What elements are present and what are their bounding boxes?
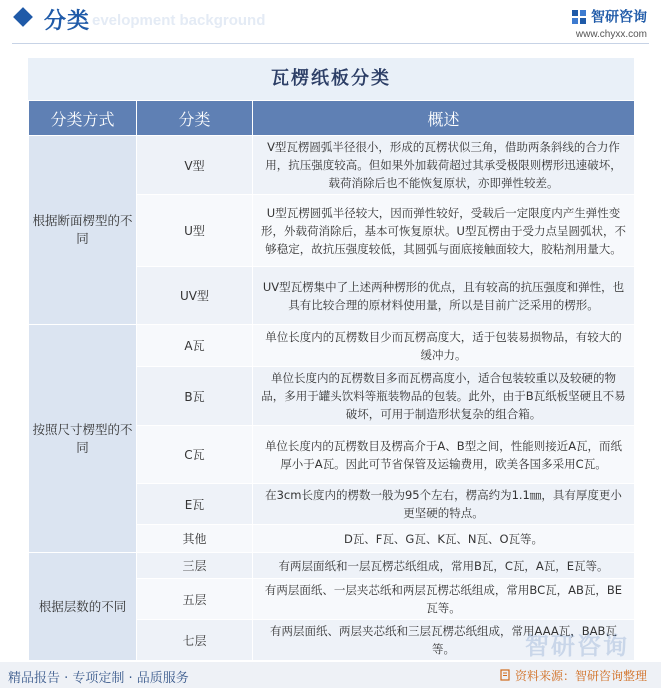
description-cell: UV型瓦楞集中了上述两种楞形的优点，且有较高的抗压强度和弹性，也具有比较合理的原材料使用量，所以是目前广泛采用的楞形。 bbox=[253, 267, 635, 325]
document-icon bbox=[499, 669, 511, 681]
source-text: 资料来源：智研咨询整理 bbox=[514, 669, 647, 683]
type-cell: U型 bbox=[137, 195, 253, 267]
type-cell: 三层 bbox=[137, 553, 253, 579]
description-cell: 单位长度内的瓦楞数目及楞高介于A、B型之间，性能则接近A瓦，而纸厚小于A瓦。因此可节省保管及运输费用，欧美各国多采用C瓦。 bbox=[253, 426, 635, 484]
type-cell: B瓦 bbox=[137, 367, 253, 426]
brand-block[interactable] bbox=[571, 6, 647, 40]
diamond-icon bbox=[13, 7, 33, 27]
table-row bbox=[29, 553, 635, 579]
table-row bbox=[29, 325, 635, 367]
type-cell: 五层 bbox=[137, 579, 253, 620]
description-cell: 单位长度内的瓦楞数目多而瓦楞高度小，适合包装较重以及较硬的物品，多用于罐头饮料等瓶装物品的包装。此外，由于B瓦纸板坚硬且不易破坏，可用于制造形状复杂的组合箱。 bbox=[253, 367, 635, 426]
method-cell: 按照尺寸楞型的不同 bbox=[29, 325, 137, 553]
method-cell: 根据断面楞型的不同 bbox=[29, 136, 137, 325]
header-watermark: evelopment background bbox=[92, 12, 266, 29]
description-cell: 有两层面纸、一层夹芯纸和两层瓦楞芯纸组成，常用BC瓦，AB瓦，BE瓦等。 bbox=[253, 579, 635, 620]
footer-source bbox=[499, 667, 647, 684]
header-divider bbox=[12, 43, 649, 44]
type-cell: 其他 bbox=[137, 525, 253, 553]
description-cell: 有两层面纸和一层瓦楞芯纸组成，常用B瓦，C瓦，A瓦，E瓦等。 bbox=[253, 553, 635, 579]
description-cell: 有两层面纸、两层夹芯纸和三层瓦楞芯纸组成，常用AAA瓦，BAB瓦等。 bbox=[253, 620, 635, 661]
description-cell: 在3cm长度内的楞数一般为95个左右，楞高约为1.1㎜，具有厚度更小更坚硬的特点。 bbox=[253, 484, 635, 525]
header-method: 分类方式 bbox=[29, 101, 137, 136]
brand-name: 智研咨询 bbox=[591, 9, 647, 26]
header-description: 概述 bbox=[253, 101, 635, 136]
table-header-row bbox=[29, 101, 635, 136]
table-title: 瓦楞纸板分类 bbox=[28, 58, 634, 100]
description-cell: 单位长度内的瓦楞数目少而瓦楞高度大，适于包装易损物品，有较大的缓冲力。 bbox=[253, 325, 635, 367]
type-cell: V型 bbox=[137, 136, 253, 195]
description-cell: V型瓦楞圆弧半径很小，形成的瓦楞状似三角，借助两条斜线的合力作用，抗压强度较高。但如果外加载荷超过其承受极限则楞形迅速破坏，载荷消除后也不能恢复原状，亦即弹性较差。 bbox=[253, 136, 635, 195]
type-cell: E瓦 bbox=[137, 484, 253, 525]
classification-table-container bbox=[28, 58, 634, 661]
section-title: 分类 bbox=[44, 9, 91, 34]
description-cell: U型瓦楞圆弧半径较大，因而弹性较好，受载后一定限度内产生弹性变形，外载荷消除后，基本可恢复原状。U型瓦楞由于受力点呈圆弧状，不够稳定，故抗压强度较低，其圆弧与面底接触面较大，胶粘剂用量大。 bbox=[253, 195, 635, 267]
type-cell: UV型 bbox=[137, 267, 253, 325]
brand-logo-icon bbox=[571, 9, 587, 25]
type-cell: 七层 bbox=[137, 620, 253, 661]
type-cell: A瓦 bbox=[137, 325, 253, 367]
classification-table bbox=[28, 100, 635, 661]
description-cell: D瓦、F瓦、G瓦、K瓦、N瓦、O瓦等。 bbox=[253, 525, 635, 553]
header-type: 分类 bbox=[137, 101, 253, 136]
table-row bbox=[29, 136, 635, 195]
type-cell: C瓦 bbox=[137, 426, 253, 484]
method-cell: 根据层数的不同 bbox=[29, 553, 137, 661]
footer-slogan: 精品报告 · 专项定制 · 品质服务 bbox=[8, 671, 189, 686]
brand-url[interactable]: www.chyxx.com bbox=[575, 28, 647, 40]
page-header bbox=[0, 0, 661, 44]
page-footer bbox=[0, 662, 661, 688]
brand-watermark: 智研咨询 bbox=[525, 632, 629, 660]
